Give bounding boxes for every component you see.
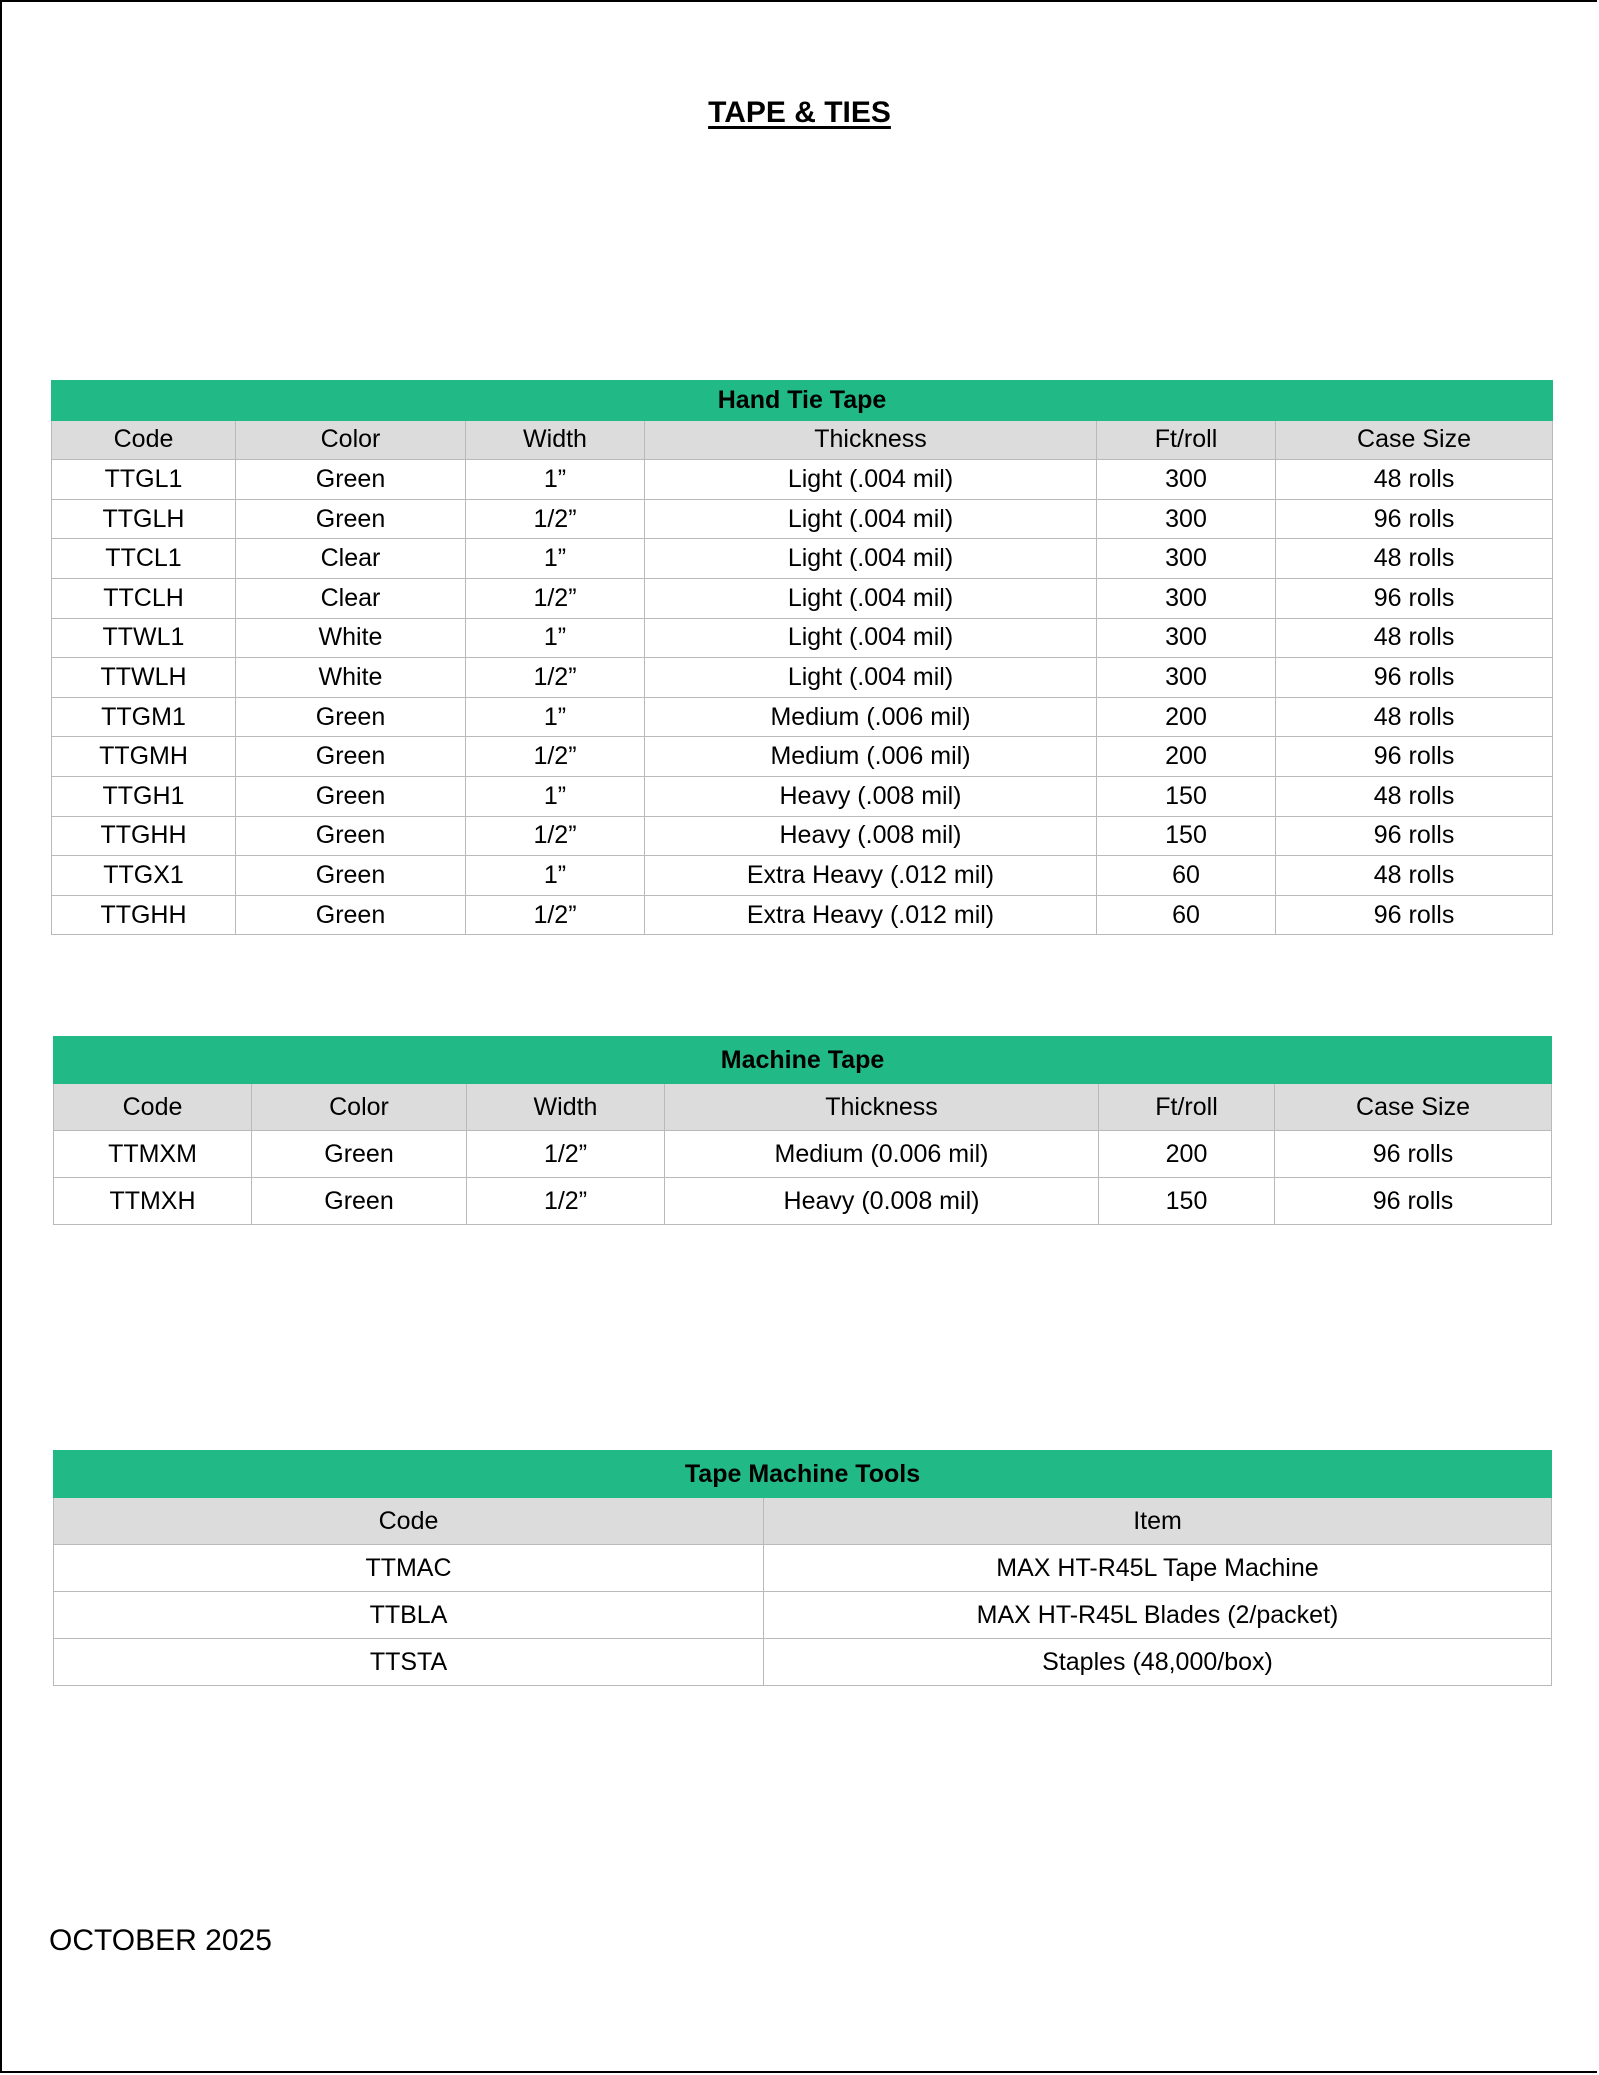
table-title: Tape Machine Tools	[54, 1451, 1552, 1498]
column-header: Case Size	[1275, 1084, 1552, 1131]
table-cell: 48 rolls	[1276, 856, 1553, 896]
table-cell: White	[236, 618, 466, 658]
table-cell: 1/2”	[466, 578, 645, 618]
table-cell: Clear	[236, 539, 466, 579]
table-cell: TTGX1	[52, 856, 236, 896]
column-header: Ft/roll	[1099, 1084, 1275, 1131]
footer-date: OCTOBER 2025	[49, 1924, 272, 1957]
table-cell: 300	[1097, 658, 1276, 698]
column-header-row	[54, 1498, 1552, 1545]
table-cell: 150	[1097, 816, 1276, 856]
table-cell: TTGMH	[52, 737, 236, 777]
table-row	[54, 1131, 1552, 1178]
table-cell: 200	[1097, 697, 1276, 737]
table-row	[52, 816, 1553, 856]
table-cell: 96 rolls	[1275, 1178, 1552, 1225]
table-cell: Heavy (.008 mil)	[645, 776, 1097, 816]
machine-tape-table	[53, 1036, 1552, 1225]
column-header-row	[52, 420, 1553, 460]
table-cell: TTGLH	[52, 499, 236, 539]
table-cell: Green	[236, 776, 466, 816]
hand-tie-tape-table	[51, 380, 1553, 935]
column-header: Code	[54, 1084, 252, 1131]
table-cell: 300	[1097, 618, 1276, 658]
table-cell: Green	[252, 1178, 467, 1225]
table-cell: Light (.004 mil)	[645, 578, 1097, 618]
table-cell: 1/2”	[466, 658, 645, 698]
table-cell: Green	[252, 1131, 467, 1178]
table-cell: Staples (48,000/box)	[764, 1639, 1552, 1686]
table-cell: Clear	[236, 578, 466, 618]
column-header: Item	[764, 1498, 1552, 1545]
table-cell: 48 rolls	[1276, 776, 1553, 816]
table-cell: Medium (.006 mil)	[645, 737, 1097, 777]
table-cell: TTCLH	[52, 578, 236, 618]
column-header: Color	[236, 420, 466, 460]
table-cell: TTGH1	[52, 776, 236, 816]
table-cell: 96 rolls	[1276, 578, 1553, 618]
table-cell: 1/2”	[466, 737, 645, 777]
table-cell: 200	[1099, 1131, 1275, 1178]
table-cell: Light (.004 mil)	[645, 460, 1097, 500]
table-cell: 1”	[466, 539, 645, 579]
column-header: Thickness	[665, 1084, 1099, 1131]
table-cell: Light (.004 mil)	[645, 499, 1097, 539]
table-row	[54, 1639, 1552, 1686]
column-header-row	[54, 1084, 1552, 1131]
table-cell: 96 rolls	[1276, 737, 1553, 777]
table-cell: TTCL1	[52, 539, 236, 579]
table-cell: 96 rolls	[1276, 895, 1553, 935]
table-cell: 60	[1097, 856, 1276, 896]
column-header: Color	[252, 1084, 467, 1131]
table-cell: Green	[236, 856, 466, 896]
table-cell: Heavy (.008 mil)	[645, 816, 1097, 856]
table-cell: White	[236, 658, 466, 698]
table-row	[52, 856, 1553, 896]
table-cell: 96 rolls	[1276, 499, 1553, 539]
table-cell: Green	[236, 737, 466, 777]
column-header: Ft/roll	[1097, 420, 1276, 460]
table-cell: Medium (0.006 mil)	[665, 1131, 1099, 1178]
table-cell: 1”	[466, 697, 645, 737]
table-cell: 1”	[466, 856, 645, 896]
column-header: Width	[466, 420, 645, 460]
table-cell: 96 rolls	[1276, 658, 1553, 698]
table-cell: 1”	[466, 618, 645, 658]
table-cell: TTMXH	[54, 1178, 252, 1225]
table-cell: 1/2”	[466, 895, 645, 935]
table-cell: 48 rolls	[1276, 539, 1553, 579]
column-header: Width	[467, 1084, 665, 1131]
table-row	[54, 1178, 1552, 1225]
table-title: Machine Tape	[54, 1037, 1552, 1084]
column-header: Case Size	[1276, 420, 1553, 460]
table-cell: Green	[236, 816, 466, 856]
table-cell: TTMXM	[54, 1131, 252, 1178]
table-cell: TTGHH	[52, 895, 236, 935]
table-cell: TTSTA	[54, 1639, 764, 1686]
table-cell: 1/2”	[467, 1131, 665, 1178]
table-cell: 48 rolls	[1276, 618, 1553, 658]
table-cell: 96 rolls	[1275, 1131, 1552, 1178]
table-cell: 300	[1097, 499, 1276, 539]
table-cell: Extra Heavy (.012 mil)	[645, 856, 1097, 896]
table-cell: 48 rolls	[1276, 697, 1553, 737]
table-row	[54, 1545, 1552, 1592]
table-cell: Green	[236, 697, 466, 737]
table-cell: TTGM1	[52, 697, 236, 737]
table-cell: TTBLA	[54, 1592, 764, 1639]
table-cell: 60	[1097, 895, 1276, 935]
table-cell: 1”	[466, 776, 645, 816]
table-cell: Light (.004 mil)	[645, 658, 1097, 698]
table-cell: 1/2”	[466, 499, 645, 539]
table-cell: TTMAC	[54, 1545, 764, 1592]
table-cell: TTGL1	[52, 460, 236, 500]
tape-machine-tools-table	[53, 1450, 1552, 1686]
table-cell: 300	[1097, 578, 1276, 618]
table-cell: Green	[236, 460, 466, 500]
table-row	[52, 578, 1553, 618]
table-cell: 48 rolls	[1276, 460, 1553, 500]
table-cell: MAX HT-R45L Blades (2/packet)	[764, 1592, 1552, 1639]
table-cell: TTGHH	[52, 816, 236, 856]
table-row	[52, 737, 1553, 777]
table-cell: Green	[236, 499, 466, 539]
table-row	[52, 895, 1553, 935]
table-cell: TTWL1	[52, 618, 236, 658]
table-cell: 200	[1097, 737, 1276, 777]
table-row	[52, 776, 1553, 816]
table-title: Hand Tie Tape	[52, 381, 1553, 421]
table-cell: 300	[1097, 539, 1276, 579]
table-cell: Medium (.006 mil)	[645, 697, 1097, 737]
table-row	[52, 618, 1553, 658]
table-cell: Light (.004 mil)	[645, 618, 1097, 658]
table-cell: Extra Heavy (.012 mil)	[645, 895, 1097, 935]
table-cell: 150	[1097, 776, 1276, 816]
column-header: Thickness	[645, 420, 1097, 460]
table-cell: 1”	[466, 460, 645, 500]
table-row	[52, 460, 1553, 500]
table-row	[52, 539, 1553, 579]
table-cell: Heavy (0.008 mil)	[665, 1178, 1099, 1225]
table-cell: 300	[1097, 460, 1276, 500]
table-cell: Light (.004 mil)	[645, 539, 1097, 579]
table-row	[52, 658, 1553, 698]
page-title: TAPE & TIES	[708, 96, 891, 129]
table-cell: 96 rolls	[1276, 816, 1553, 856]
table-cell: TTWLH	[52, 658, 236, 698]
table-cell: 1/2”	[466, 816, 645, 856]
table-cell: 150	[1099, 1178, 1275, 1225]
table-cell: MAX HT-R45L Tape Machine	[764, 1545, 1552, 1592]
table-row	[52, 697, 1553, 737]
table-cell: Green	[236, 895, 466, 935]
column-header: Code	[54, 1498, 764, 1545]
table-row	[52, 499, 1553, 539]
table-row	[54, 1592, 1552, 1639]
table-cell: 1/2”	[467, 1178, 665, 1225]
column-header: Code	[52, 420, 236, 460]
